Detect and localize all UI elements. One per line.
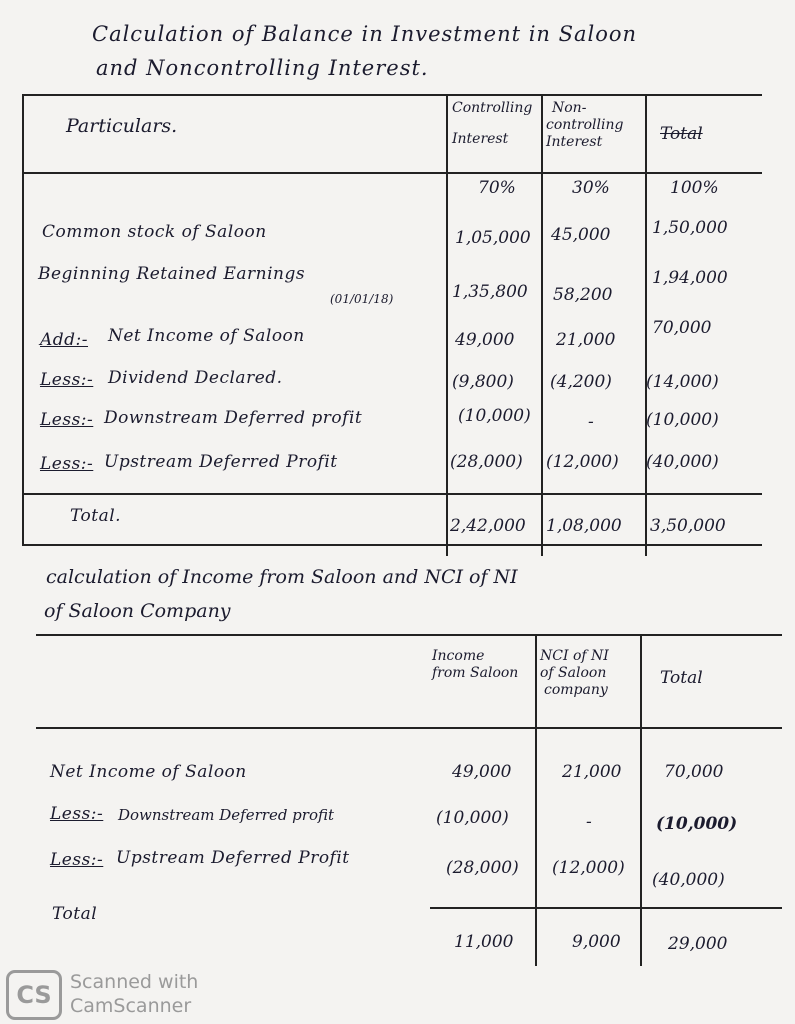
table1-total-label: Total. — [70, 506, 122, 526]
row4-controlling: (9,800) — [452, 372, 514, 392]
table2-col-divider-2 — [640, 636, 642, 966]
section2-title-line2: of Saloon Company — [44, 600, 231, 622]
section1-title-line2: and Noncontrolling Interest. — [96, 56, 429, 80]
table1-col-divider-3 — [645, 96, 647, 556]
watermark-line1: Scanned with — [70, 971, 199, 993]
row-prefix: Less:- — [40, 370, 94, 390]
row2-total: 1,94,000 — [652, 268, 728, 288]
row1-controlling: 1,05,000 — [455, 228, 531, 248]
camscanner-logo-icon: CS — [6, 970, 62, 1020]
row-label: Common stock of Saloon — [42, 222, 267, 242]
row-date-note: (01/01/18) — [330, 292, 394, 306]
row3-total: 70,000 — [652, 318, 712, 338]
table1-col-divider-1 — [446, 96, 448, 556]
noncontrolling-interest-header — [546, 100, 623, 151]
table1-total-divider — [22, 493, 762, 495]
t2-row3-income: (28,000) — [446, 858, 519, 878]
total-header: Total — [660, 124, 703, 144]
percent-noncontrolling: 30% — [572, 178, 610, 198]
row1-nci: 45,000 — [551, 225, 611, 245]
table2-total-header: Total — [660, 668, 703, 688]
t2-row2-total: (10,000) — [656, 814, 738, 834]
row-prefix: Add:- — [40, 330, 89, 350]
row4-total: (14,000) — [646, 372, 719, 392]
t2-row3-total: (40,000) — [652, 870, 725, 890]
row6-total: (40,000) — [646, 452, 719, 472]
t2-row1-total: 70,000 — [664, 762, 724, 782]
table1-top-border — [22, 94, 762, 96]
row6-nci: (12,000) — [546, 452, 619, 472]
header-line: Non- — [552, 100, 587, 116]
row-prefix: Less:- — [50, 804, 104, 824]
row2-controlling: 1,35,800 — [452, 282, 528, 302]
t2-total-total: 29,000 — [668, 934, 728, 954]
total-total: 3,50,000 — [650, 516, 726, 536]
header-line: from Saloon — [432, 665, 519, 681]
total-controlling: 2,42,000 — [450, 516, 526, 536]
row-label: Downstream Deferred profit — [118, 806, 335, 824]
row2-nci: 58,200 — [553, 285, 613, 305]
table1-bottom-border — [22, 544, 762, 546]
header-line: Interest — [546, 134, 603, 150]
controlling-interest-header — [452, 100, 532, 148]
row5-controlling: (10,000) — [458, 406, 531, 426]
table1-col-divider-2 — [541, 96, 543, 556]
row6-controlling: (28,000) — [450, 452, 523, 472]
row1-total: 1,50,000 — [652, 218, 728, 238]
header-line: company — [544, 682, 608, 698]
row3-nci: 21,000 — [556, 330, 616, 350]
row-prefix: Less:- — [40, 410, 94, 430]
t2-row2-income: (10,000) — [436, 808, 509, 828]
table2-top-border — [36, 634, 782, 636]
row-label: Downstream Deferred profit — [104, 408, 363, 428]
table2-col-divider-1 — [535, 636, 537, 966]
section1-title-line1: Calculation of Balance in Investment in Saloon — [92, 22, 638, 46]
t2-row1-nci: 21,000 — [562, 762, 622, 782]
row-label: Upstream Deferred Profit — [104, 452, 338, 472]
table1-left-border — [22, 94, 24, 544]
nci-of-ni-header — [540, 648, 609, 699]
row-label: Beginning Retained Earnings — [38, 264, 306, 284]
particulars-header: Particulars. — [66, 115, 178, 137]
watermark-line2: CamScanner — [70, 995, 192, 1017]
row-label: Upstream Deferred Profit — [116, 848, 350, 868]
row-prefix: Less:- — [50, 850, 104, 870]
table2-total-label: Total — [52, 904, 98, 924]
header-line: Income — [432, 648, 485, 664]
header-line: NCI of NI — [540, 648, 609, 664]
header-line: controlling — [546, 117, 624, 133]
table2-header-divider — [36, 727, 782, 729]
header-line: of Saloon — [540, 665, 607, 681]
row-label: Dividend Declared. — [108, 368, 283, 388]
row-prefix: Less:- — [40, 454, 94, 474]
row-label: Net Income of Saloon — [108, 326, 305, 346]
header-line: Controlling — [452, 100, 533, 116]
t2-row2-nci: - — [586, 812, 592, 832]
row4-nci: (4,200) — [550, 372, 612, 392]
t2-row1-income: 49,000 — [452, 762, 512, 782]
t2-row3-nci: (12,000) — [552, 858, 625, 878]
t2-total-nci: 9,000 — [572, 932, 621, 952]
income-from-saloon-header — [432, 648, 518, 682]
percent-total: 100% — [670, 178, 719, 198]
row-label: Net Income of Saloon — [50, 762, 247, 782]
table1-header-divider — [22, 172, 762, 174]
header-line: Interest — [452, 131, 509, 147]
section2-title-line1: calculation of Income from Saloon and NCI of NI — [46, 566, 518, 588]
table2-total-divider — [430, 907, 782, 909]
row5-total: (10,000) — [646, 410, 719, 430]
t2-total-income: 11,000 — [454, 932, 514, 952]
row3-controlling: 49,000 — [455, 330, 515, 350]
percent-controlling: 70% — [478, 178, 516, 198]
total-nci: 1,08,000 — [546, 516, 622, 536]
row5-nci: - — [588, 412, 594, 432]
